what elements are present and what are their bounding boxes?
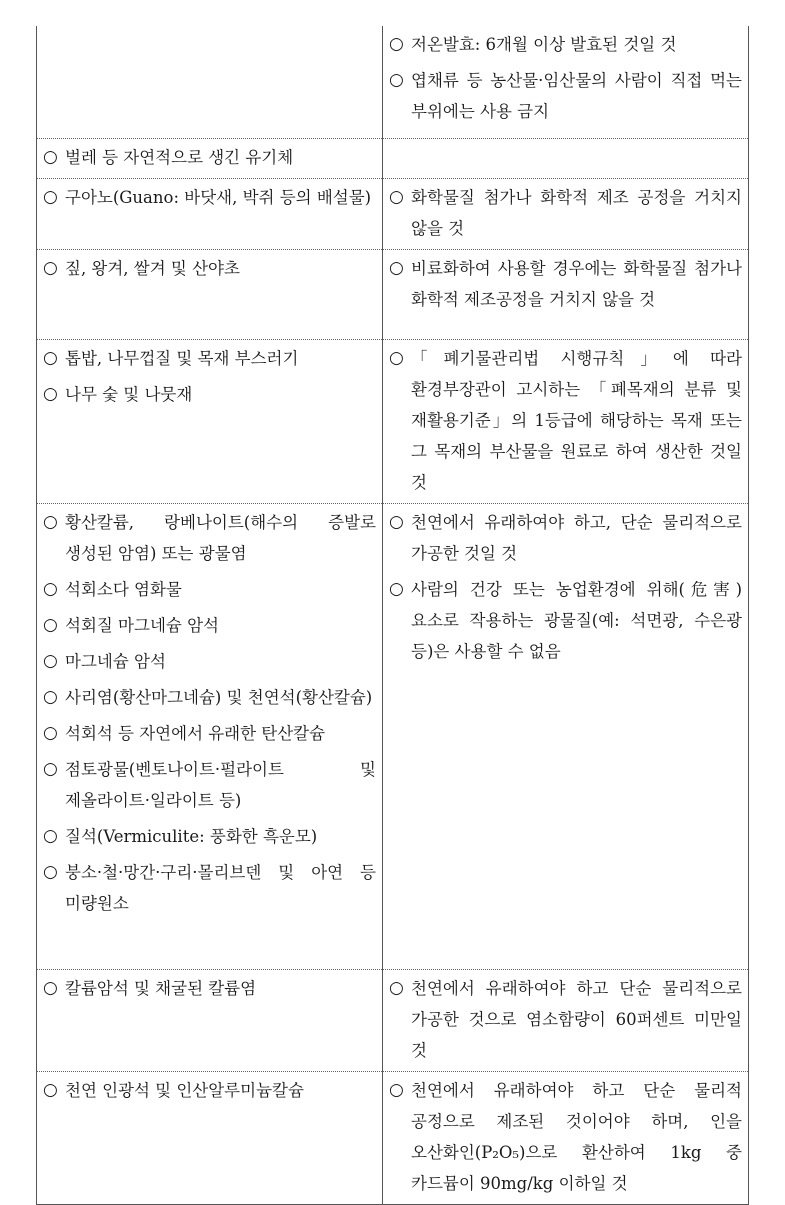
table-row: [37, 26, 749, 138]
item-text: 벌레 등 자연적으로 생긴 유기체: [65, 147, 294, 167]
list-item: [43, 142, 376, 173]
list-item: [43, 857, 376, 919]
list-item: [43, 1075, 376, 1106]
table-row: [37, 1071, 749, 1204]
list-item: [43, 610, 376, 641]
list-item: [43, 343, 376, 374]
list-item: [389, 65, 742, 127]
list-item: [43, 182, 376, 213]
item-text: 저온발효: 6개월 이상 발효된 것일 것: [411, 35, 677, 54]
item-text: 석회질 마그네슘 암석: [65, 615, 219, 635]
item-text: 나무 숯 및 나뭇재: [65, 384, 193, 404]
list-item: [43, 718, 376, 749]
table-row: [37, 339, 749, 503]
list-item: [43, 574, 376, 605]
table-row: [37, 138, 749, 178]
condition-cell: [383, 969, 749, 1071]
table-row: [37, 178, 749, 249]
material-cell: [37, 503, 383, 969]
item-text: 화학물질 첨가나 화학적 제조 공정을 거치지 않을 것: [411, 187, 742, 238]
item-text: 석회소다 염화물: [65, 579, 182, 599]
item-text: 엽채류 등 농산물·임산물의 사람이 직접 먹는 부위에는 사용 금지: [411, 71, 742, 121]
item-text: 천연 인광석 및 인산알루미늄칼슘: [65, 1080, 304, 1100]
item-text: 칼륨암석 및 채굴된 칼륨염: [65, 978, 257, 998]
circle-bullet-icon: ○: [43, 383, 58, 404]
list-item: [43, 973, 376, 1004]
item-text: 천연에서 유래하여야 하고, 단순 물리적으로 가공한 것일 것: [411, 512, 742, 563]
item-text: 사리염(황산마그네슘) 및 천연석(황산칼슘): [65, 687, 373, 707]
material-cell: [37, 26, 383, 138]
circle-bullet-icon: ○: [389, 578, 404, 599]
list-item: [389, 29, 742, 60]
material-cell: [37, 178, 383, 249]
list-item: [43, 379, 376, 410]
list-item: [43, 253, 376, 284]
circle-bullet-icon: ○: [389, 1079, 404, 1100]
circle-bullet-icon: ○: [43, 650, 58, 671]
circle-bullet-icon: ○: [389, 186, 404, 207]
item-text: 석회석 등 자연에서 유래한 탄산칼슘: [65, 723, 326, 743]
circle-bullet-icon: ○: [43, 758, 58, 779]
circle-bullet-icon: ○: [43, 257, 58, 278]
circle-bullet-icon: ○: [43, 861, 58, 882]
list-item: [43, 821, 376, 852]
circle-bullet-icon: ○: [43, 511, 58, 532]
circle-bullet-icon: ○: [43, 825, 58, 846]
item-text: 점토광물(벤토나이트·펄라이트 및 제올라이트·일라이트 등): [65, 759, 376, 810]
item-text: 붕소·철·망간·구리·몰리브덴 및 아연 등 미량원소: [65, 862, 376, 913]
material-cell: [37, 138, 383, 178]
list-item: [389, 343, 742, 498]
condition-cell: [383, 339, 749, 503]
item-text: 황산칼륨, 랑베나이트(해수의 증발로 생성된 암염) 또는 광물염: [65, 512, 376, 563]
circle-bullet-icon: ○: [43, 977, 58, 998]
circle-bullet-icon: ○: [43, 686, 58, 707]
item-text: 질석(Vermiculite: 풍화한 흑운모): [65, 826, 318, 846]
condition-cell: [383, 26, 749, 138]
circle-bullet-icon: ○: [389, 511, 404, 532]
circle-bullet-icon: ○: [43, 347, 58, 368]
circle-bullet-icon: ○: [389, 347, 404, 368]
circle-bullet-icon: ○: [43, 722, 58, 743]
circle-bullet-icon: ○: [389, 977, 404, 998]
table-row: [37, 503, 749, 969]
circle-bullet-icon: ○: [43, 186, 58, 207]
circle-bullet-icon: ○: [389, 34, 404, 54]
item-text: 비료화하여 사용할 경우에는 화학물질 첨가나 화학적 제조공정을 거치지 않을 것: [411, 258, 742, 309]
material-cell: [37, 339, 383, 503]
table-row: [37, 249, 749, 339]
list-item: [43, 646, 376, 677]
item-text: 짚, 왕겨, 쌀겨 및 산야초: [65, 258, 240, 278]
list-item: [389, 574, 742, 667]
list-item: [389, 973, 742, 1066]
material-cell: [37, 969, 383, 1071]
item-text: 사람의 건강 또는 농업환경에 위해(危害)요소로 작용하는 광물질(예: 석면광, 수은광 등)은 사용할 수 없음: [411, 579, 742, 661]
condition-cell: [383, 249, 749, 339]
list-item: [389, 1075, 742, 1199]
circle-bullet-icon: ○: [389, 70, 404, 90]
list-item: [389, 507, 742, 569]
list-item: [389, 253, 742, 315]
circle-bullet-icon: ○: [43, 1079, 58, 1100]
item-text: 마그네슘 암석: [65, 651, 166, 671]
list-item: [43, 507, 376, 569]
item-text: 「폐기물관리법 시행규칙」에 따라 환경부장관이 고시하는 「폐목재의 분류 및 재활용기준」의 1등급에 해당하는 목재 또는 그 목재의 부산물을 원료로 하여 생산한 것일 것: [411, 348, 742, 492]
circle-bullet-icon: ○: [389, 257, 404, 278]
condition-cell: [383, 1071, 749, 1204]
circle-bullet-icon: ○: [43, 614, 58, 635]
list-item: [389, 182, 742, 244]
table-row: [37, 969, 749, 1071]
list-item: [43, 754, 376, 816]
item-text: 천연에서 유래하여야 하고 단순 물리적으로 가공한 것으로 염소함량이 60퍼센트 미만일 것: [411, 978, 742, 1060]
condition-cell: [383, 138, 749, 178]
material-cell: [37, 249, 383, 339]
item-text: 톱밥, 나무껍질 및 목재 부스러기: [65, 348, 299, 368]
regulation-table: [36, 26, 749, 1205]
circle-bullet-icon: ○: [43, 578, 58, 599]
condition-cell: [383, 503, 749, 969]
table-body: [37, 26, 749, 1204]
list-item: [43, 682, 376, 713]
item-text: 구아노(Guano: 바닷새, 박쥐 등의 배설물): [65, 187, 372, 207]
material-cell: [37, 1071, 383, 1204]
item-text: 천연에서 유래하여야 하고 단순 물리적 공정으로 제조된 것이어야 하며, 인을 오산화인(P₂O₅)으로 환산하여 1kg 중 카드뮴이 90mg/kg 이하일 것: [411, 1080, 742, 1193]
condition-cell: [383, 178, 749, 249]
circle-bullet-icon: ○: [43, 146, 58, 167]
